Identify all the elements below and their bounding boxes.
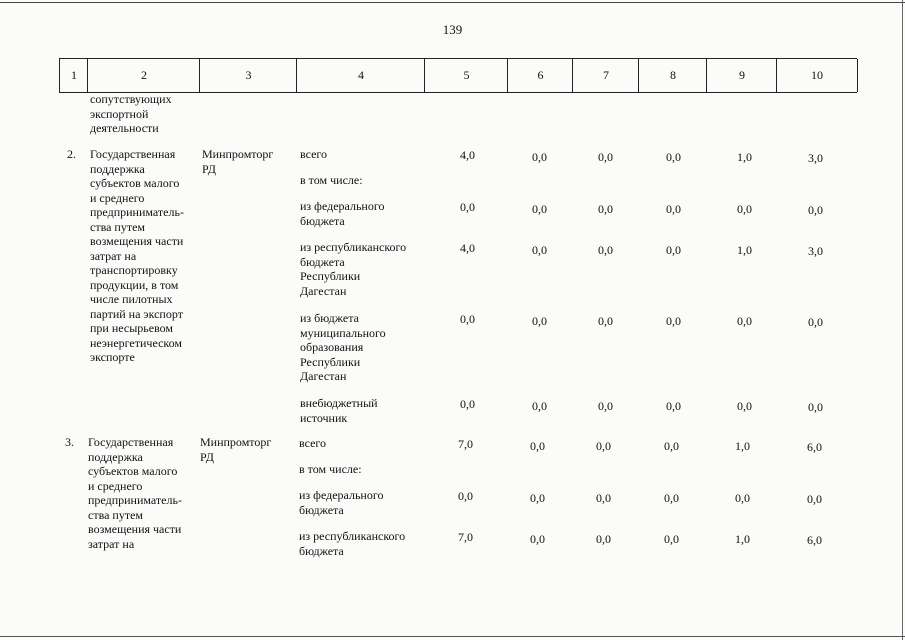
entry-2-source-municipal: из бюджета муниципального образования Республики Дагестан bbox=[300, 311, 386, 383]
entry-3-federal-col10: 0,0 bbox=[807, 492, 822, 506]
entry-2-extrabudget-col8: 0,0 bbox=[666, 399, 681, 413]
carryover-text: сопутствующих экспортной деятельности bbox=[90, 92, 172, 135]
entry-2-municipal-col5: 0,0 bbox=[460, 312, 475, 326]
column-header-1: 1 bbox=[59, 59, 88, 92]
entry-2-federal-col9: 0,0 bbox=[737, 202, 752, 216]
column-header-7: 7 bbox=[572, 59, 639, 92]
entry-2-extrabudget-col5: 0,0 bbox=[460, 397, 475, 411]
entry-2-total-col8: 0,0 bbox=[666, 150, 681, 164]
entry-3-total-col8: 0,0 bbox=[664, 439, 679, 453]
entry-3-republic-col5: 7,0 bbox=[458, 530, 473, 544]
entry-3-total-col7: 0,0 bbox=[596, 439, 611, 453]
entry-2-extrabudget-col10: 0,0 bbox=[808, 400, 823, 414]
entry-3-republic-col7: 0,0 bbox=[596, 532, 611, 546]
entry-2-municipal-col6: 0,0 bbox=[532, 314, 547, 328]
entry-3-total-col10: 6,0 bbox=[807, 440, 822, 454]
entry-3-republic-col8: 0,0 bbox=[664, 532, 679, 546]
entry-2-source-federal: из федерального бюджета bbox=[300, 199, 385, 228]
column-header-2: 2 bbox=[87, 59, 200, 92]
entry-2-federal-col7: 0,0 bbox=[598, 202, 613, 216]
entry-2-republic-col6: 0,0 bbox=[532, 243, 547, 257]
column-header-5: 5 bbox=[424, 59, 508, 92]
entry-3-including-label: в том числе: bbox=[299, 462, 362, 476]
column-header-10: 10 bbox=[776, 59, 858, 92]
entry-2-source-republic: из республиканского бюджета Республики Дагестан bbox=[300, 240, 407, 298]
entry-3-federal-col9: 0,0 bbox=[735, 491, 750, 505]
entry-3-federal-col6: 0,0 bbox=[530, 491, 545, 505]
entry-2-source-extrabudget: внебюджетный источник bbox=[300, 396, 378, 425]
entry-3-republic-col9: 1,0 bbox=[735, 532, 750, 546]
entry-2-republic-col9: 1,0 bbox=[737, 243, 752, 257]
entry-2-total-col5: 4,0 bbox=[460, 148, 475, 162]
entry-3-executor: Минпромторг РД bbox=[200, 435, 272, 464]
entry-3-number: 3. bbox=[65, 435, 74, 449]
entry-2-executor: Минпромторг РД bbox=[202, 147, 274, 176]
column-header-8: 8 bbox=[638, 59, 707, 92]
entry-2-total-col6: 0,0 bbox=[532, 150, 547, 164]
entry-2-total-col7: 0,0 bbox=[598, 150, 613, 164]
entry-2-total-col10: 3,0 bbox=[808, 151, 823, 165]
entry-2-municipal-col8: 0,0 bbox=[666, 314, 681, 328]
entry-3-total-col5: 7,0 bbox=[458, 437, 473, 451]
entry-3-name: Государственная поддержка субъектов малого и среднего предприниматель- ства путем возмещения части затрат на bbox=[88, 435, 182, 551]
entry-2-federal-col6: 0,0 bbox=[532, 202, 547, 216]
column-header-6: 6 bbox=[507, 59, 573, 92]
entry-3-source-total: всего bbox=[299, 436, 327, 450]
entry-2-extrabudget-col6: 0,0 bbox=[532, 399, 547, 413]
entry-2-federal-col8: 0,0 bbox=[666, 202, 681, 216]
entry-2-name: Государственная поддержка субъектов малого и среднего предприниматель- ства путем возмещения части затрат на транспортировку продукции, в том числе пилотных партий на экспорт при несырьевом неэнергетическом экспорте bbox=[90, 147, 184, 364]
entry-2-municipal-col10: 0,0 bbox=[808, 315, 823, 329]
entry-3-source-federal: из федерального бюджета bbox=[299, 488, 384, 517]
scan-edge-right bbox=[902, 0, 903, 640]
entry-3-republic-col10: 6,0 bbox=[807, 533, 822, 547]
entry-3-federal-col7: 0,0 bbox=[596, 491, 611, 505]
entry-2-municipal-col9: 0,0 bbox=[737, 314, 752, 328]
column-header-9: 9 bbox=[706, 59, 777, 92]
table-header-row bbox=[59, 58, 857, 93]
page-number: 139 bbox=[442, 22, 463, 37]
entry-2-republic-col10: 3,0 bbox=[808, 244, 823, 258]
entry-2-source-total: всего bbox=[300, 147, 328, 161]
entry-2-federal-col10: 0,0 bbox=[808, 203, 823, 217]
column-header-4: 4 bbox=[296, 59, 425, 92]
entry-3-total-col9: 1,0 bbox=[735, 439, 750, 453]
entry-2-republic-col5: 4,0 bbox=[460, 241, 475, 255]
entry-2-including-label: в том числе: bbox=[300, 173, 363, 187]
entry-2-federal-col5: 0,0 bbox=[460, 200, 475, 214]
scan-edge-top bbox=[0, 2, 905, 3]
entry-2-extrabudget-col7: 0,0 bbox=[598, 399, 613, 413]
entry-2-republic-col7: 0,0 bbox=[598, 243, 613, 257]
entry-2-extrabudget-col9: 0,0 bbox=[737, 399, 752, 413]
scan-edge-bottom bbox=[0, 636, 905, 637]
column-header-3: 3 bbox=[199, 59, 297, 92]
entry-3-total-col6: 0,0 bbox=[530, 439, 545, 453]
entry-2-total-col9: 1,0 bbox=[737, 150, 752, 164]
entry-3-source-republic: из республиканского бюджета bbox=[299, 529, 406, 558]
entry-3-republic-col6: 0,0 bbox=[530, 532, 545, 546]
entry-2-number: 2. bbox=[67, 147, 76, 161]
entry-3-federal-col5: 0,0 bbox=[458, 489, 473, 503]
entry-2-municipal-col7: 0,0 bbox=[598, 314, 613, 328]
entry-3-federal-col8: 0,0 bbox=[664, 491, 679, 505]
entry-2-republic-col8: 0,0 bbox=[666, 243, 681, 257]
